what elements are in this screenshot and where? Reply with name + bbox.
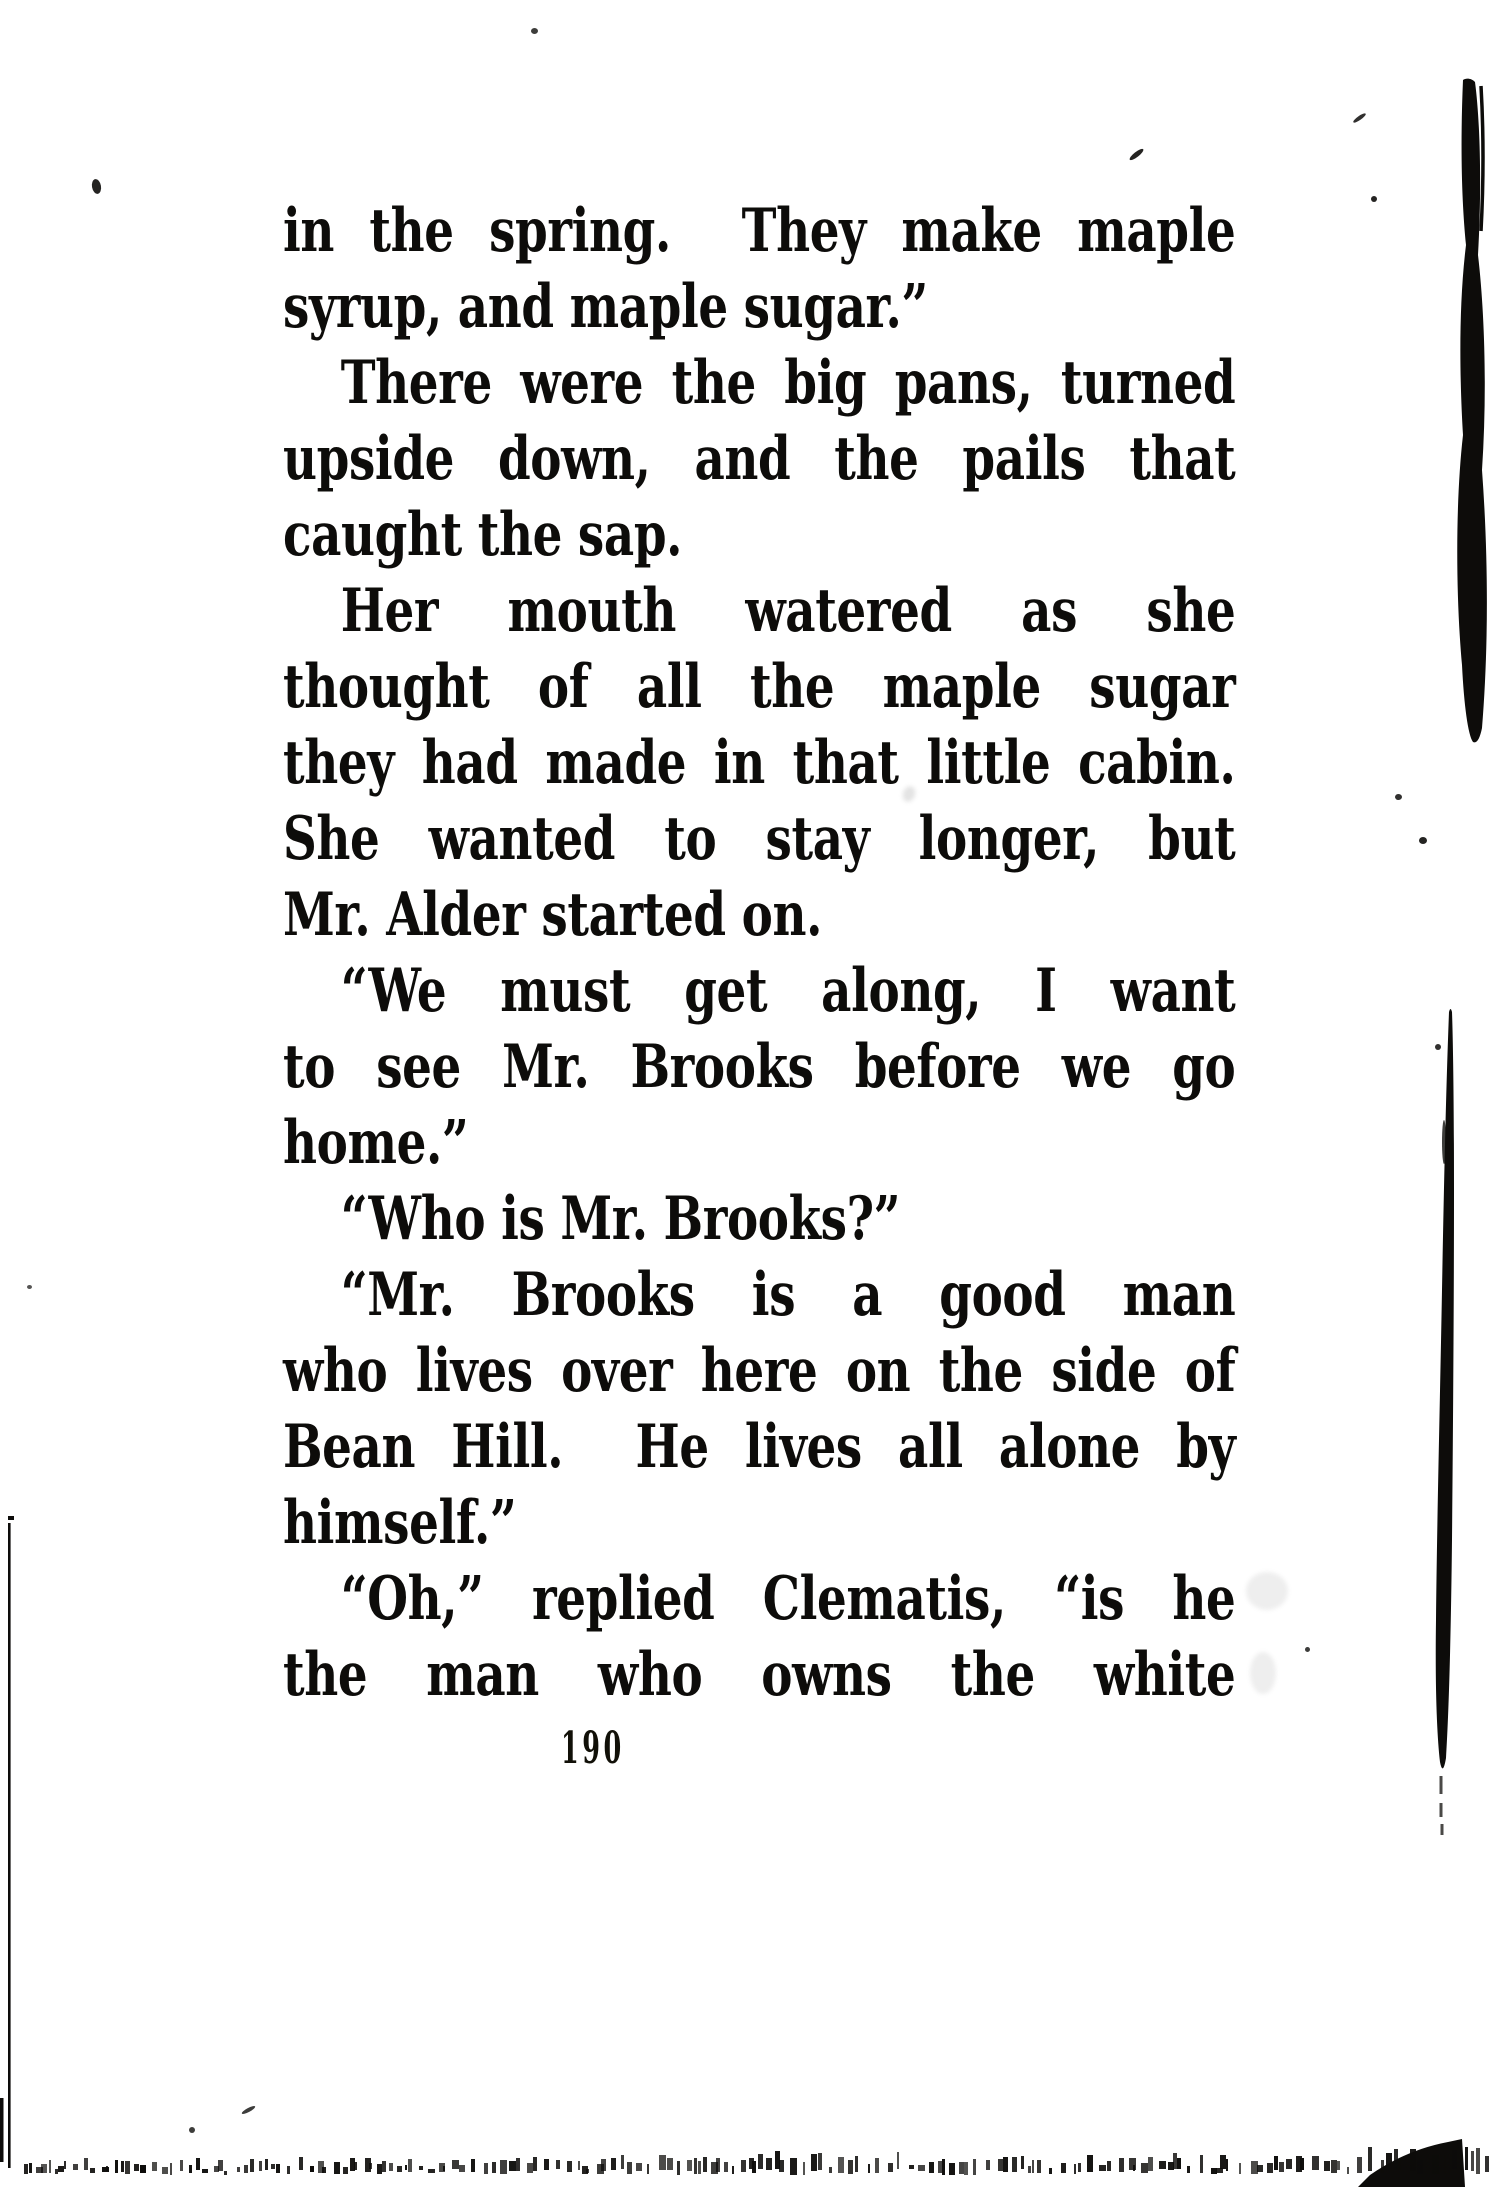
- scan-noise-speck: [1347, 2167, 1349, 2174]
- scan-noise-speck: [287, 2166, 290, 2174]
- scan-line-left-edge-hook: [8, 1516, 14, 1520]
- scan-noise-speck: [152, 2162, 157, 2170]
- scan-noise-speck: [29, 2163, 32, 2172]
- text-line: syrup, and maple sugar.”: [283, 272, 928, 342]
- scan-noise-speck: [1410, 2149, 1416, 2171]
- scan-noise-speck: [276, 2164, 280, 2173]
- scan-noise-speck: [929, 2162, 934, 2173]
- scan-speck: [1128, 147, 1144, 161]
- scan-speck: [91, 178, 102, 194]
- scan-noise-speck: [1119, 2158, 1124, 2172]
- scan-noise-speck: [703, 2157, 707, 2172]
- scan-noise-speck: [369, 2163, 372, 2170]
- scan-noise-speck: [1357, 2157, 1362, 2173]
- scan-noise-speck: [724, 2162, 728, 2172]
- text-line: in the spring. They make maple: [283, 196, 1236, 266]
- scan-noise-speck: [694, 2158, 697, 2174]
- scan-noise-speck: [621, 2155, 623, 2169]
- scan-noise-speck: [299, 2157, 303, 2170]
- scan-noise-speck: [1465, 2147, 1468, 2169]
- scan-noise-speck: [1279, 2162, 1284, 2172]
- text-line: upside down, and the pails that: [283, 424, 1236, 494]
- text-line: to see Mr. Brooks before we go: [283, 1032, 1236, 1102]
- scan-noise-speck: [1300, 2158, 1304, 2171]
- text-line: “Who is Mr. Brooks?”: [340, 1184, 901, 1254]
- scan-speck: [531, 28, 538, 34]
- scan-noise-speck: [868, 2164, 870, 2173]
- scan-noise-speck: [779, 2160, 784, 2172]
- scan-noise-speck: [250, 2159, 254, 2172]
- scan-noise-speck: [636, 2163, 642, 2172]
- scan-noise-speck: [1257, 2165, 1262, 2172]
- scan-noise-speck: [1107, 2161, 1111, 2171]
- scan-speck: [1371, 196, 1377, 202]
- scan-noise-speck: [162, 2167, 168, 2174]
- text-line: Mr. Alder started on.: [283, 880, 822, 950]
- scan-noise-speck: [202, 2169, 208, 2173]
- scan-noise-speck: [1381, 2160, 1384, 2174]
- scan-noise-speck: [516, 2158, 520, 2171]
- scan-noise-speck: [1049, 2168, 1053, 2174]
- text-line: thought of all the maple sugar: [283, 652, 1236, 722]
- scan-noise-speck: [237, 2167, 240, 2173]
- scan-noise-speck: [732, 2166, 734, 2174]
- scan-noise-speck: [803, 2162, 805, 2175]
- scan-noise-speck: [196, 2158, 200, 2170]
- scan-noise-speck: [818, 2153, 821, 2170]
- scan-noise-speck: [1239, 2163, 1241, 2174]
- scan-noise-speck: [1187, 2166, 1190, 2173]
- scan-noise-speck: [189, 2165, 192, 2172]
- page-number: 190: [561, 1723, 625, 1774]
- scan-noise-speck: [408, 2159, 412, 2172]
- scan-noise-speck: [1485, 2156, 1489, 2172]
- scan-noise-speck: [1099, 2165, 1106, 2171]
- scan-noise-speck: [752, 2161, 756, 2173]
- scan-noise-speck: [627, 2162, 632, 2174]
- scan-noise-speck: [343, 2167, 347, 2175]
- scan-noise-speck: [224, 2171, 227, 2175]
- scan-speck: [1419, 837, 1427, 844]
- text-line: “We must get along, I want: [340, 956, 1236, 1026]
- scan-noise-speck: [471, 2159, 474, 2173]
- scan-speck: [1352, 112, 1367, 124]
- scan-noise-speck: [578, 2161, 580, 2170]
- scan-noise-speck: [1432, 2155, 1439, 2174]
- text-line: Her mouth watered as she: [340, 576, 1236, 646]
- scan-noise-speck: [1398, 2159, 1401, 2170]
- scan-speck: [1395, 794, 1402, 800]
- scan-noise-speck: [218, 2160, 224, 2171]
- scan-noise-speck: [64, 2161, 66, 2169]
- text-line: the man who owns the white: [283, 1640, 1236, 1710]
- scan-speck: [1435, 1044, 1441, 1050]
- scan-noise-speck: [484, 2163, 489, 2174]
- scan-noise-speck: [973, 2159, 976, 2175]
- scan-noise-speck: [1003, 2157, 1008, 2172]
- scan-noise-speck: [855, 2156, 859, 2172]
- text-line: She wanted to stay longer, but: [283, 804, 1236, 874]
- scan-noise-speck: [659, 2155, 666, 2170]
- scan-noise-speck: [888, 2163, 894, 2173]
- scan-noise-speck: [1021, 2156, 1024, 2169]
- scan-noise-speck: [125, 2161, 130, 2175]
- scan-noise-speck: [397, 2166, 402, 2173]
- scan-noise-speck: [790, 2158, 797, 2175]
- text-line: There were the big pans, turned: [340, 348, 1236, 418]
- scan-noise-speck: [322, 2167, 327, 2173]
- scan-noise-speck: [1267, 2163, 1273, 2173]
- scan-noise-speck: [334, 2162, 339, 2174]
- scan-noise-speck: [811, 2154, 817, 2171]
- scan-ink-streak-tail: [1441, 1776, 1442, 1835]
- scan-noise-speck: [1386, 2153, 1393, 2174]
- scan-speck: [1250, 1652, 1276, 1694]
- scan-noise-speck: [698, 2161, 701, 2174]
- scan-noise-speck: [90, 2168, 95, 2173]
- scan-noise-speck: [259, 2161, 262, 2171]
- scan-noise-speck: [766, 2158, 772, 2169]
- scan-noise-speck: [611, 2158, 616, 2170]
- scan-noise-speck: [1476, 2148, 1480, 2173]
- scan-noise-speck: [1012, 2157, 1017, 2172]
- scan-noise-speck: [492, 2162, 497, 2174]
- scan-noise-speck: [1177, 2158, 1181, 2169]
- scan-noise-speck: [556, 2160, 560, 2169]
- scan-noise-speck: [1133, 2165, 1136, 2171]
- scan-noise-speck: [741, 2160, 746, 2172]
- scan-noise-speck: [1312, 2156, 1319, 2170]
- scan-noise-speck: [949, 2163, 954, 2175]
- scan-line-left-edge-bottom: [0, 2098, 4, 2162]
- text-line: caught the sap.: [283, 500, 683, 570]
- scan-noise-speck: [419, 2166, 423, 2171]
- scan-line-left-edge: [8, 1523, 11, 2168]
- text-line: who lives over here on the side of: [283, 1336, 1236, 1406]
- scan-speck: [241, 2105, 256, 2116]
- scan-noise-speck: [244, 2165, 248, 2173]
- scan-noise-speck: [1074, 2164, 1077, 2174]
- scan-noise-speck: [897, 2152, 899, 2170]
- scan-noise-speck: [716, 2158, 720, 2172]
- scan-noise-speck: [1452, 2150, 1457, 2169]
- scan-noise-speck: [1200, 2155, 1203, 2173]
- text-line: home.”: [283, 1108, 469, 1178]
- scan-noise-speck: [1028, 2166, 1031, 2173]
- scan-speck: [189, 2127, 195, 2133]
- scan-noise-speck: [909, 2165, 914, 2169]
- scan-noise-speck: [428, 2169, 435, 2174]
- scan-noise-speck: [1368, 2147, 1372, 2171]
- scan-speck: [1246, 1572, 1288, 1610]
- scan-noise-speck: [1444, 2155, 1447, 2174]
- scan-noise-speck: [986, 2160, 990, 2170]
- scan-noise-speck: [265, 2159, 268, 2170]
- text-line: “Oh,” replied Clematis, “is he: [340, 1564, 1236, 1634]
- scan-noise-speck: [848, 2160, 853, 2174]
- scan-noise-speck: [41, 2164, 46, 2173]
- scan-noise-speck: [875, 2158, 879, 2173]
- scan-noise-speck: [1226, 2159, 1228, 2170]
- scan-noise-speck: [829, 2167, 832, 2172]
- scan-noise-speck: [1037, 2160, 1041, 2172]
- scan-noise-speck: [838, 2157, 844, 2173]
- scan-noise-speck: [1471, 2151, 1474, 2170]
- text-line: “Mr. Brooks is a good man: [340, 1260, 1236, 1330]
- scan-noise-speck: [121, 2161, 124, 2172]
- scan-noise-speck: [500, 2160, 507, 2174]
- scan-noise-speck: [134, 2164, 139, 2171]
- scan-noise-speck: [533, 2157, 537, 2171]
- scan-noise-speck: [382, 2161, 387, 2172]
- scan-speck: [27, 1285, 32, 1289]
- scan-noise-speck: [1078, 2163, 1080, 2172]
- scan-noise-speck: [1274, 2156, 1278, 2169]
- scan-noise-speck: [443, 2166, 445, 2171]
- scan-noise-speck: [459, 2165, 465, 2172]
- scan-noise-speck: [106, 2166, 108, 2171]
- scan-noise-speck: [918, 2165, 924, 2171]
- scan-noise-speck: [115, 2160, 117, 2173]
- scan-noise-speck: [140, 2165, 146, 2173]
- scan-noise-speck: [667, 2158, 673, 2170]
- scan-noise-speck: [1148, 2157, 1153, 2170]
- scan-noise-speck: [24, 2164, 28, 2174]
- text-line: they had made in that little cabin.: [283, 728, 1236, 798]
- scan-noise-speck: [1324, 2161, 1330, 2171]
- scan-noise-speck: [271, 2164, 275, 2169]
- page-text-block: [283, 193, 1491, 1713]
- scan-noise-speck: [1087, 2155, 1092, 2172]
- scan-noise-speck: [687, 2160, 692, 2170]
- scan-noise-speck: [601, 2159, 605, 2171]
- scan-noise-speck: [1032, 2160, 1035, 2173]
- scan-noise-speck: [677, 2161, 680, 2174]
- scan-noise-speck: [544, 2159, 550, 2170]
- scan-noise-speck: [942, 2159, 945, 2174]
- scan-noise-speck: [180, 2160, 183, 2171]
- scan-noise-speck: [1159, 2161, 1166, 2169]
- scan-noise-speck: [49, 2160, 51, 2172]
- scan-noise-speck: [354, 2162, 356, 2170]
- scan-speck: [1442, 1120, 1446, 1164]
- scan-noise-speck: [389, 2163, 393, 2171]
- scan-noise-speck: [647, 2164, 649, 2174]
- scan-noise-speck: [567, 2161, 571, 2172]
- scan-noise-speck: [73, 2164, 78, 2170]
- scan-noise-speck: [310, 2166, 314, 2172]
- scan-noise-speck: [1337, 2161, 1340, 2170]
- scan-noise-speck: [758, 2154, 762, 2170]
- scan-noise-speck: [586, 2169, 589, 2173]
- text-line: himself.”: [283, 1488, 517, 1558]
- scan-noise-speck: [84, 2158, 89, 2171]
- text-line: Bean Hill. He lives all alone by: [283, 1412, 1236, 1482]
- scan-noise-speck: [170, 2163, 173, 2175]
- scan-noise-speck: [1286, 2159, 1292, 2169]
- scan-speck: [1305, 1647, 1310, 1652]
- scan-noise-speck: [1061, 2163, 1066, 2173]
- scan-noise-speck: [1423, 2157, 1429, 2174]
- scan-noise-speck: [405, 2165, 407, 2170]
- scan-noise-speck: [964, 2162, 969, 2175]
